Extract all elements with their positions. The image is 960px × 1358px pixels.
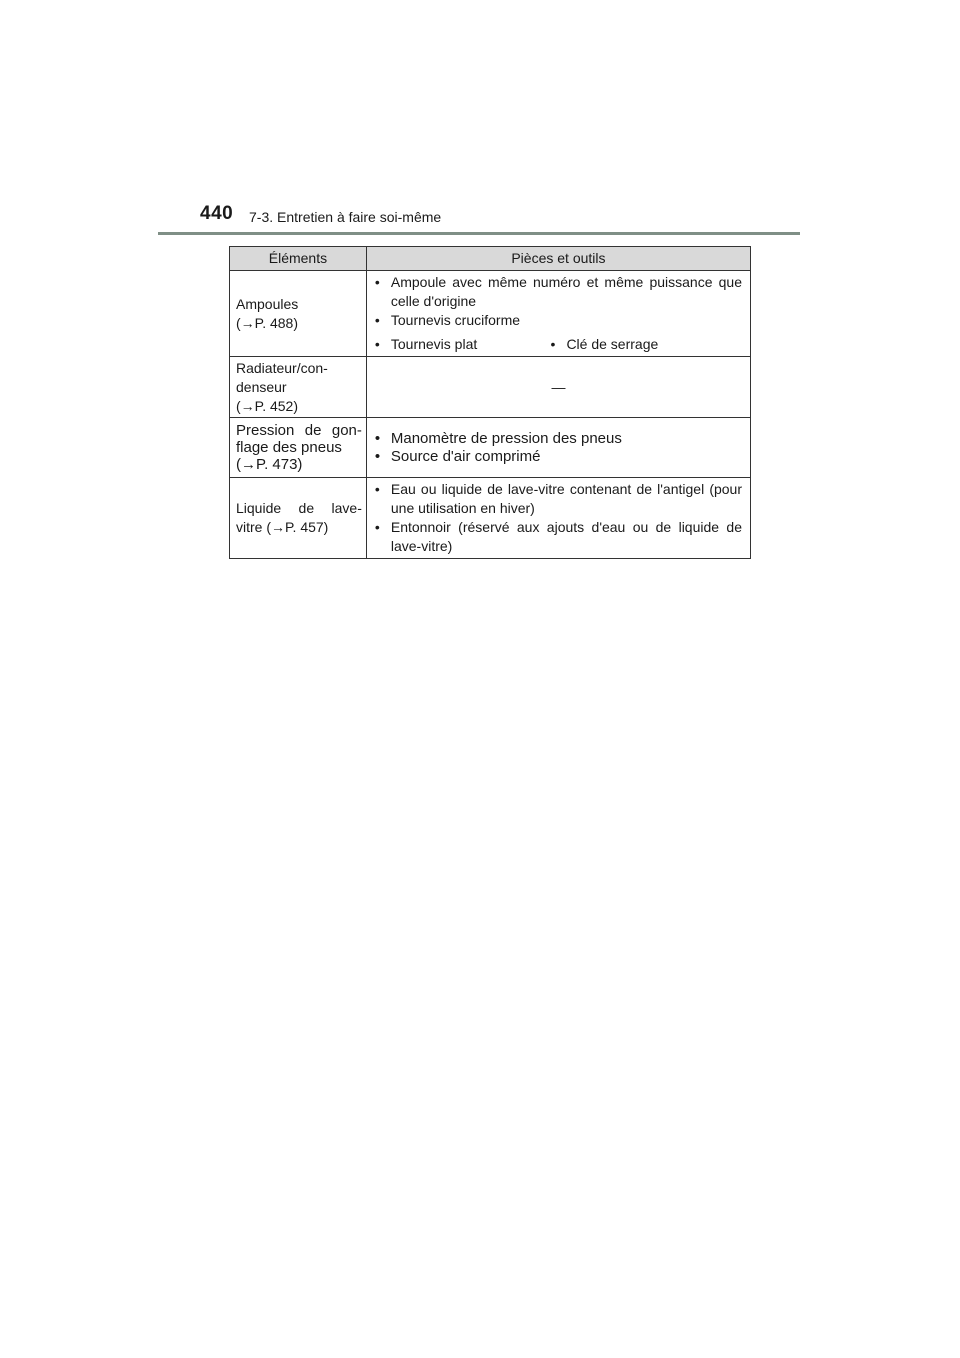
column-header-items: Éléments: [230, 247, 367, 271]
item-name: Pression de gon-: [236, 422, 362, 439]
item-cell: [230, 271, 367, 357]
page-reference: vitre (→P. 457): [236, 519, 329, 535]
table-row: [230, 271, 751, 357]
item-name: Radiateur/con-: [236, 359, 328, 376]
parts-cell: [366, 357, 750, 418]
list-item: • Ampoule avec même numéro et même puissance que celle d'origine: [374, 274, 742, 309]
table-header-row: [230, 247, 751, 271]
list-item: • Tournevis plat: [374, 336, 478, 352]
parts-cell: [366, 418, 750, 478]
list-item: • Tournevis cruciforme: [374, 312, 521, 328]
item-cell: [230, 418, 367, 478]
parts-cell: [366, 271, 750, 357]
empty-dash: —: [551, 378, 566, 395]
item-name: Liquide de lave-: [236, 500, 362, 516]
parts-cell: [366, 478, 750, 559]
list-item-pair: [375, 335, 742, 354]
list-item: • Clé de serrage: [550, 336, 659, 352]
column-header-parts: Pièces et outils: [366, 247, 750, 271]
page-reference: (→P. 452): [236, 397, 298, 414]
header-rule: [158, 232, 800, 235]
table-row: [230, 418, 751, 478]
list-item: • Eau ou liquide de lave-vitre contenant de l'antigel (pour une utilisation en hiver): [374, 481, 742, 516]
parts-tools-table: [229, 246, 751, 559]
list-item: • Manomètre de pression des pneus: [374, 429, 622, 447]
page-reference: (→P. 473): [236, 456, 303, 473]
item-name: flage des pneus: [236, 439, 342, 456]
item-name: Ampoules: [236, 295, 299, 312]
list-item: • Entonnoir (réservé aux ajouts d'eau ou de liquide de lave-vitre): [374, 519, 742, 554]
item-cell: [230, 357, 367, 418]
list-item: • Source d'air comprimé: [374, 447, 541, 465]
item-cell: [230, 478, 367, 559]
table-row: [230, 357, 751, 418]
section-title: 7-3. Entretien à faire soi-même: [249, 209, 442, 225]
page-number: 440: [200, 203, 234, 224]
table-row: [230, 478, 751, 559]
page-reference: (→P. 488): [236, 314, 298, 331]
item-name: denseur: [236, 378, 287, 395]
